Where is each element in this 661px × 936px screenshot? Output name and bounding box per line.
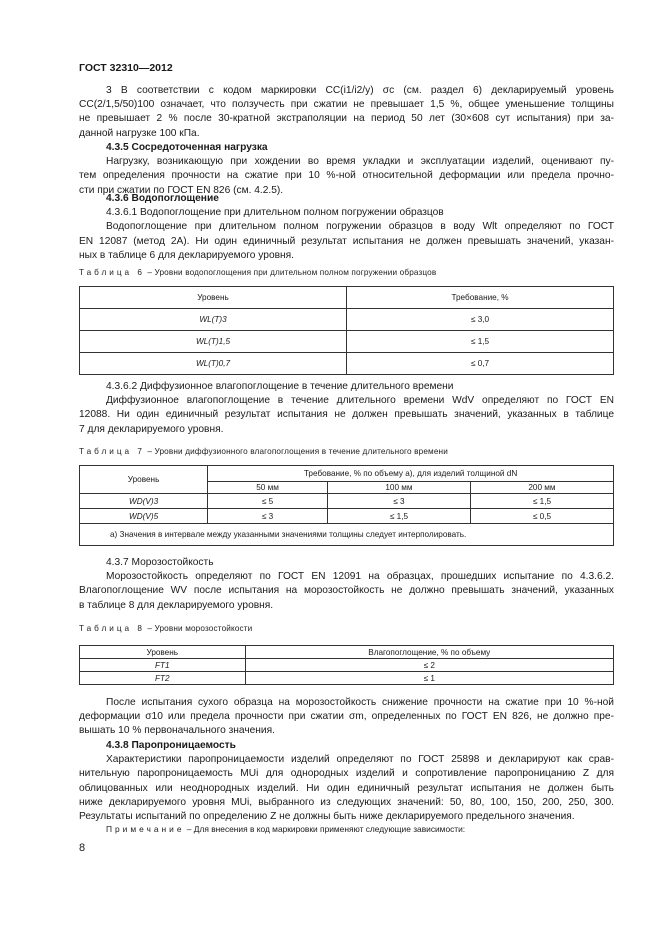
text-line: облицованных или неоднородных изделий. Ни один единичный результат испытания не должен быть xyxy=(79,782,614,794)
text-line: деформации σ10 или предела прочности при сжатии σm, определенных по ГОСТ EN 826, не должно пре- xyxy=(79,711,614,723)
table-cell: FT1 xyxy=(80,659,246,672)
table-cell: ≤ 1,5 xyxy=(327,509,470,524)
text-line: Характеристики паропроницаемости изделий определяют по ГОСТ 25898 и декларируют как срав- xyxy=(106,754,614,766)
text-line: в таблице 8 для декларируемого уровня. xyxy=(79,599,274,611)
note xyxy=(79,824,614,834)
table-row xyxy=(80,353,614,375)
table-cell: WL(T)1,5 xyxy=(80,331,347,353)
table-cell: ≤ 5 xyxy=(208,494,328,509)
table-cell: WD(V)3 xyxy=(80,494,208,509)
caption-text: – Уровни морозостойкости xyxy=(144,624,253,633)
caption-label: Таблица 8 xyxy=(79,624,145,633)
caption-text: – Уровни водопоглощения при длительном полном погружении образцов xyxy=(144,268,437,277)
table-cell: ≤ 3 xyxy=(327,494,470,509)
table-cell: ≤ 0,5 xyxy=(470,509,613,524)
table-cell: WL(T)3 xyxy=(80,309,347,331)
table-row xyxy=(80,659,614,672)
table-8 xyxy=(79,645,614,685)
table-cell: ≤ 3,0 xyxy=(347,309,614,331)
section-4-3-6-2 xyxy=(79,380,614,437)
caption-text: – Уровни диффузионного влагопоглощения в течение длительного времени xyxy=(144,447,448,456)
table-header: Требование, % по объему a), для изделий толщиной dN xyxy=(208,466,614,482)
text-line: 3 В соответствии с кодом маркировки CC(i1/i2/y) σc (см. раздел 6) декларируемый уровень xyxy=(106,85,614,96)
text-line: Водопоглощение при длительном полном погружении образцов в воду Wlt определяют по ГОСТ xyxy=(106,221,614,233)
table-cell: WD(V)5 xyxy=(80,509,208,524)
text-line: ных в таблице 6 для декларируемого уровня. xyxy=(79,249,294,261)
subsection-heading: 4.3.6.1 Водопоглощение при длительном полном погружении образцов xyxy=(106,207,444,219)
text-line: нительную паропроницаемость MUi для однородных изделий и сопротивление паропроницанию Z для xyxy=(79,768,614,780)
table-row xyxy=(80,309,614,331)
table-header: Влагопоглощение, % по объему xyxy=(245,646,613,659)
table-cell: FT2 xyxy=(80,672,246,685)
text-line: Морозостойкость определяют по ГОСТ EN 12091 на образцах, прошедших испытание по 4.3.6.2. xyxy=(106,571,614,583)
table-row xyxy=(80,509,614,524)
caption-label: Таблица 7 xyxy=(79,447,145,456)
subsection-heading: 4.3.6.2 Диффузионное влагопоглощение в течение длительного времени xyxy=(106,381,454,392)
section-heading: 4.3.7 Морозостойкость xyxy=(106,557,214,568)
section-4-3-7 xyxy=(79,556,614,613)
text-line: вышать 10 % первоначального значения. xyxy=(79,725,275,737)
text-line: 12088. Ни один единичный результат испытания не должен превышать значений, указанных в таблице xyxy=(79,409,614,421)
table-8-caption xyxy=(79,624,252,633)
table-cell: WL(T)0,7 xyxy=(80,353,347,375)
section-heading: 4.3.6 Водопоглощение xyxy=(106,193,219,204)
section-4-3-6 xyxy=(79,192,614,263)
text-line: EN 12087 (метод 2А). Ни один единичный результат испытания не должен превышать значений, указан- xyxy=(79,235,614,247)
table-subheader: 100 мм xyxy=(327,482,470,494)
text-line: Диффузионное влагопоглощение в течение длительного времени WdV определяют по ГОСТ EN xyxy=(106,395,614,407)
text-line: ниже декларируемого уровня MUi, выбранного из следующих значений: 50, 80, 100, 150, 200, 250, 300. xyxy=(79,796,614,808)
section-heading: 4.3.5 Сосредоточенная нагрузка xyxy=(106,142,268,153)
table-header: Уровень xyxy=(80,466,208,494)
table-subheader: 200 мм xyxy=(470,482,613,494)
text-line: После испытания сухого образца на морозостойкость снижение прочности на сжатие при 10 %-ной xyxy=(106,697,614,708)
table-cell: ≤ 3 xyxy=(208,509,328,524)
table-header: Уровень xyxy=(80,287,347,309)
section-4-3-5 xyxy=(79,141,614,198)
table-footnote: a) Значения в интервале между указанными значениями толщины следует интерполировать. xyxy=(80,524,614,546)
text-line: CC(2/1,5/50)100 означает, что ползучесть при сжатии не превышает 1,5 %, общее уменьшение толщины xyxy=(79,99,614,111)
note-text: – Для внесения в код маркировки применяют следующие зависимости: xyxy=(184,824,466,834)
text-line: сти при сжатии по ГОСТ EN 826 (см. 4.2.5). xyxy=(79,184,284,196)
table-6 xyxy=(79,286,614,375)
text-line: Нагрузку, возникающую при хождении во время укладки и эксплуатации изделий, оценивают пу- xyxy=(106,156,614,168)
text-line: данной нагрузке 100 кПа. xyxy=(79,127,200,139)
section-heading: 4.3.8 Паропроницаемость xyxy=(106,740,236,751)
standard-header: ГОСТ 32310—2012 xyxy=(79,62,173,74)
table-header: Уровень xyxy=(80,646,246,659)
intro-paragraph xyxy=(79,84,614,141)
table-7 xyxy=(79,465,614,546)
table-header: Требование, % xyxy=(347,287,614,309)
table-subheader: 50 мм xyxy=(208,482,328,494)
note-label: Примечание xyxy=(106,824,185,834)
text-line: не превышает 2 % после 30-кратной экстраполяции на период 50 лет (30×608 сут испытания) при за- xyxy=(79,113,614,125)
table-cell: ≤ 1 xyxy=(245,672,613,685)
text-line: тем определения прочности на сжатие при 10 %-ной относительной деформации или предела прочно- xyxy=(79,170,614,182)
table-6-caption xyxy=(79,268,436,277)
table-cell: ≤ 1,5 xyxy=(470,494,613,509)
text-line: 7 для декларируемого уровня. xyxy=(79,423,224,435)
table-7-caption xyxy=(79,447,448,456)
table-row xyxy=(80,331,614,353)
table-row xyxy=(80,672,614,685)
page-number: 8 xyxy=(79,842,86,854)
table-cell: ≤ 1,5 xyxy=(347,331,614,353)
caption-label: Таблица 6 xyxy=(79,268,145,277)
table-row xyxy=(80,494,614,509)
after-test-paragraph xyxy=(79,696,614,739)
table-cell: ≤ 0,7 xyxy=(347,353,614,375)
table-cell: ≤ 2 xyxy=(245,659,613,672)
section-4-3-8 xyxy=(79,739,614,824)
text-line: Влагопоглощение WV после испытания на морозостойкость не должно превышать значений, указанных xyxy=(79,585,614,597)
text-line: Результаты испытаний по определению Z не должны быть ниже декларируемого предельного значения. xyxy=(79,811,575,823)
